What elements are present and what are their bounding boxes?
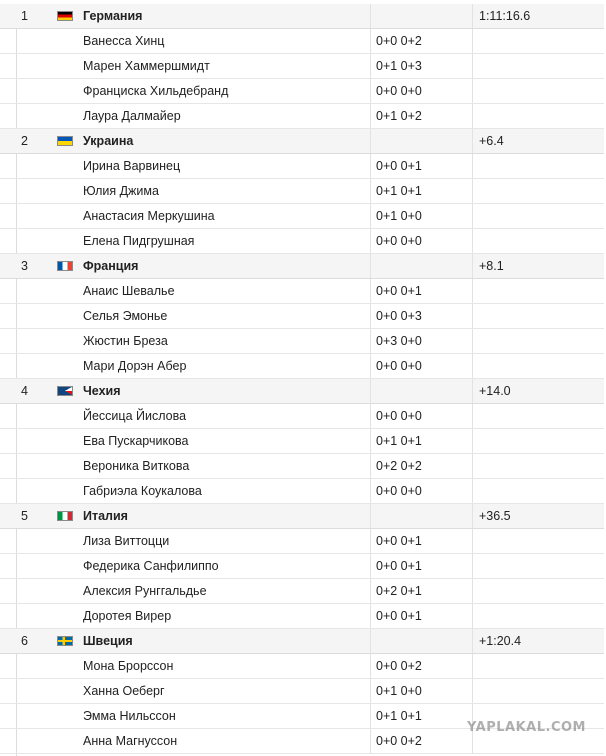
team-country: Франция <box>83 259 139 273</box>
athlete-shooting: 0+1 0+1 <box>376 184 422 198</box>
column-divider <box>472 529 473 553</box>
athlete-shooting: 0+0 0+0 <box>376 359 422 373</box>
sweden-flag-icon <box>57 636 73 646</box>
athlete-shooting: 0+0 0+1 <box>376 559 422 573</box>
column-divider <box>370 729 371 753</box>
team-rank: 4 <box>21 384 28 398</box>
team-country: Чехия <box>83 384 121 398</box>
athlete-row <box>0 29 604 54</box>
team-country: Германия <box>83 9 143 23</box>
team-time: +8.1 <box>479 259 504 273</box>
column-divider <box>472 54 473 78</box>
column-divider <box>370 279 371 303</box>
team-row <box>0 629 604 654</box>
athlete-row <box>0 54 604 79</box>
athlete-row <box>0 329 604 354</box>
column-divider <box>472 454 473 478</box>
france-flag-icon <box>57 261 73 271</box>
athlete-row <box>0 479 604 504</box>
athlete-name: Селья Эмонье <box>83 309 168 323</box>
column-divider <box>370 254 371 278</box>
column-divider <box>370 579 371 603</box>
column-divider <box>472 579 473 603</box>
athlete-shooting: 0+1 0+0 <box>376 684 422 698</box>
athlete-shooting: 0+1 0+1 <box>376 709 422 723</box>
team-row <box>0 129 604 154</box>
athlete-shooting: 0+0 0+1 <box>376 534 422 548</box>
team-rank: 6 <box>21 634 28 648</box>
athlete-name: Лиза Виттоцци <box>83 534 170 548</box>
athlete-name: Франциска Хильдебранд <box>83 84 229 98</box>
athlete-name: Анаис Шевалье <box>83 284 175 298</box>
column-divider <box>370 154 371 178</box>
athlete-row <box>0 554 604 579</box>
column-divider <box>472 404 473 428</box>
column-divider <box>370 504 371 528</box>
athlete-shooting: 0+0 0+2 <box>376 734 422 748</box>
column-divider <box>472 254 473 278</box>
athlete-row <box>0 529 604 554</box>
athlete-row <box>0 404 604 429</box>
athlete-row <box>0 654 604 679</box>
column-divider <box>370 354 371 378</box>
column-divider <box>472 29 473 53</box>
athlete-name: Лаура Далмайер <box>83 109 181 123</box>
column-divider <box>370 79 371 103</box>
column-divider <box>472 429 473 453</box>
athlete-shooting: 0+0 0+0 <box>376 84 422 98</box>
athlete-shooting: 0+0 0+2 <box>376 34 422 48</box>
athlete-name: Вероника Виткова <box>83 459 190 473</box>
column-divider <box>370 404 371 428</box>
team-time: +6.4 <box>479 134 504 148</box>
column-divider <box>370 679 371 703</box>
column-divider <box>472 4 473 28</box>
ukraine-flag-icon <box>57 136 73 146</box>
column-divider <box>472 329 473 353</box>
athlete-name: Йессица Йислова <box>83 409 187 423</box>
czech-flag-icon <box>57 386 73 396</box>
column-divider <box>370 129 371 153</box>
athlete-name: Елена Пидгрушная <box>83 234 195 248</box>
athlete-shooting: 0+1 0+1 <box>376 434 422 448</box>
team-country: Швеция <box>83 634 133 648</box>
athlete-shooting: 0+1 0+0 <box>376 209 422 223</box>
athlete-shooting: 0+0 0+1 <box>376 284 422 298</box>
athlete-row <box>0 454 604 479</box>
column-divider <box>370 204 371 228</box>
column-divider <box>472 654 473 678</box>
athlete-row <box>0 679 604 704</box>
column-divider <box>472 504 473 528</box>
athlete-shooting: 0+0 0+0 <box>376 484 422 498</box>
athlete-shooting: 0+0 0+0 <box>376 409 422 423</box>
column-divider <box>472 204 473 228</box>
column-divider <box>472 104 473 128</box>
athlete-name: Эмма Нильссон <box>83 709 176 723</box>
column-divider <box>472 554 473 578</box>
germany-flag-icon <box>57 11 73 21</box>
team-row <box>0 379 604 404</box>
site-watermark: YAPLAKAL.COM <box>467 720 586 735</box>
athlete-row <box>0 104 604 129</box>
team-country: Италия <box>83 509 128 523</box>
column-divider <box>472 479 473 503</box>
column-divider <box>370 529 371 553</box>
column-divider <box>472 129 473 153</box>
athlete-shooting: 0+2 0+1 <box>376 584 422 598</box>
italy-flag-icon <box>57 511 73 521</box>
column-divider <box>472 379 473 403</box>
athlete-shooting: 0+1 0+3 <box>376 59 422 73</box>
athlete-name: Ева Пускарчикова <box>83 434 189 448</box>
athlete-shooting: 0+0 0+3 <box>376 309 422 323</box>
athlete-name: Мона Брорссон <box>83 659 174 673</box>
athlete-name: Алексия Рунггальдье <box>83 584 207 598</box>
column-divider <box>370 554 371 578</box>
column-divider <box>472 604 473 628</box>
team-time: 1:11:16.6 <box>479 9 531 23</box>
athlete-name: Федерика Санфилиппо <box>83 559 219 573</box>
column-divider <box>472 179 473 203</box>
team-row <box>0 504 604 529</box>
column-divider <box>472 354 473 378</box>
athlete-shooting: 0+0 0+2 <box>376 659 422 673</box>
team-row <box>0 4 604 29</box>
athlete-name: Анастасия Меркушина <box>83 209 215 223</box>
column-divider <box>370 329 371 353</box>
column-divider <box>370 654 371 678</box>
team-rank: 2 <box>21 134 28 148</box>
athlete-shooting: 0+0 0+0 <box>376 234 422 248</box>
column-divider <box>370 604 371 628</box>
athlete-row <box>0 604 604 629</box>
column-divider <box>472 79 473 103</box>
athlete-row <box>0 204 604 229</box>
athlete-row <box>0 229 604 254</box>
column-divider <box>472 679 473 703</box>
athlete-name: Ирина Варвинец <box>83 159 181 173</box>
team-time: +14.0 <box>479 384 511 398</box>
column-divider <box>370 229 371 253</box>
athlete-row <box>0 429 604 454</box>
athlete-row <box>0 579 604 604</box>
team-time: +36.5 <box>479 509 511 523</box>
athlete-shooting: 0+0 0+1 <box>376 159 422 173</box>
athlete-row <box>0 154 604 179</box>
athlete-name: Ванесса Хинц <box>83 34 165 48</box>
athlete-row <box>0 179 604 204</box>
team-time: +1:20.4 <box>479 634 522 648</box>
column-divider <box>370 54 371 78</box>
athlete-shooting: 0+1 0+2 <box>376 109 422 123</box>
column-divider <box>472 629 473 653</box>
column-divider <box>370 479 371 503</box>
athlete-shooting: 0+3 0+0 <box>376 334 422 348</box>
column-divider <box>370 4 371 28</box>
team-rank: 5 <box>21 509 28 523</box>
athlete-row <box>0 354 604 379</box>
column-divider <box>370 179 371 203</box>
athlete-name: Жюстин Бреза <box>83 334 168 348</box>
team-country: Украина <box>83 134 134 148</box>
athlete-name: Марен Хаммершмидт <box>83 59 210 73</box>
relay-results-table <box>0 4 604 754</box>
athlete-name: Мари Дорэн Абер <box>83 359 187 373</box>
athlete-name: Ханна Оеберг <box>83 684 165 698</box>
athlete-name: Доротея Вирер <box>83 609 172 623</box>
athlete-name: Юлия Джима <box>83 184 159 198</box>
athlete-name: Габриэла Коукалова <box>83 484 202 498</box>
athlete-row <box>0 279 604 304</box>
column-divider <box>370 379 371 403</box>
column-divider <box>370 104 371 128</box>
athlete-shooting: 0+2 0+2 <box>376 459 422 473</box>
team-row <box>0 254 604 279</box>
athlete-row <box>0 79 604 104</box>
column-divider <box>472 154 473 178</box>
team-rank: 3 <box>21 259 28 273</box>
team-rank: 1 <box>21 9 28 23</box>
column-divider <box>370 29 371 53</box>
athlete-row <box>0 304 604 329</box>
column-divider <box>370 704 371 728</box>
column-divider <box>370 454 371 478</box>
column-divider <box>370 629 371 653</box>
column-divider <box>472 279 473 303</box>
column-divider <box>472 229 473 253</box>
column-divider <box>370 429 371 453</box>
column-divider <box>472 304 473 328</box>
athlete-shooting: 0+0 0+1 <box>376 609 422 623</box>
column-divider <box>370 304 371 328</box>
athlete-name: Анна Магнуссон <box>83 734 178 748</box>
